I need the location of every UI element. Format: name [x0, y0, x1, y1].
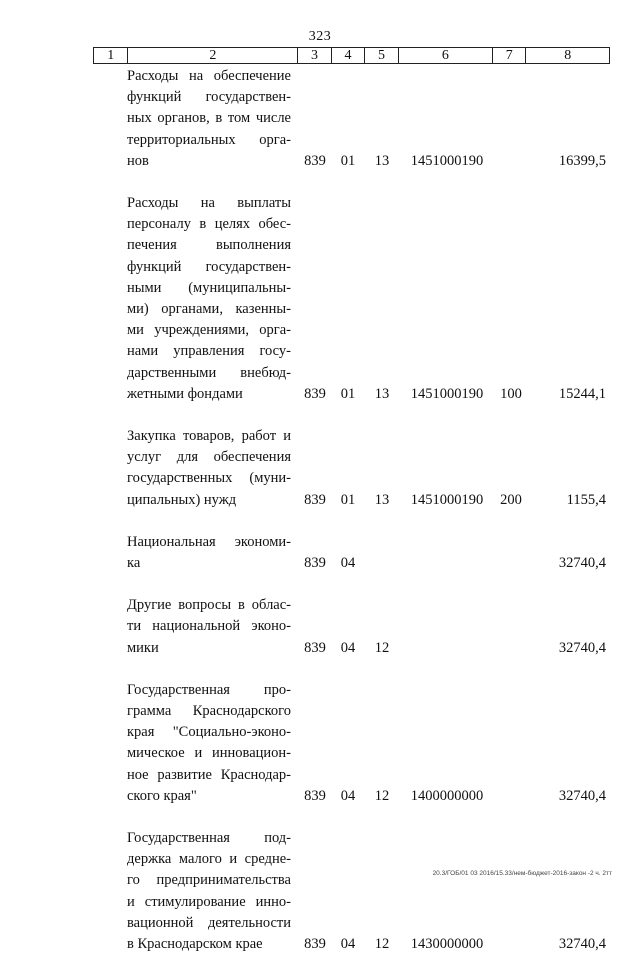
row-name-line: ми учреждениями, орга- [127, 322, 291, 339]
department-code: 839 [304, 491, 326, 508]
column-number-header [93, 47, 610, 64]
subsection-code: 12 [374, 936, 390, 952]
expense-type-code: 100 [500, 385, 522, 402]
subsection-code: 13 [374, 385, 390, 402]
row-name-line: функций государствен- [127, 89, 291, 106]
section-code: 04 [340, 787, 356, 804]
row-name-line: персоналу в целях обес- [127, 216, 291, 233]
column-header-2: 2 [128, 48, 298, 64]
target-article-code: 1400000000 [410, 787, 484, 804]
target-article-code: 1451000190 [410, 491, 484, 508]
section-code: 01 [340, 152, 356, 169]
amount: 32740,4 [558, 639, 606, 656]
department-code: 839 [304, 152, 326, 169]
row-name-line: держка малого и средне- [127, 851, 291, 868]
column-header-1: 1 [94, 48, 128, 64]
row-name-line: дарственными внебюд- [127, 364, 291, 381]
row-name-line: нами управления госу- [127, 343, 291, 360]
row-name-line: Расходы на выплаты [127, 195, 291, 211]
row-name-line: го предпринимательства [127, 872, 291, 889]
subsection-code: 12 [374, 639, 390, 656]
column-header-7: 7 [492, 48, 525, 64]
row-name-line: государственных (муни- [127, 470, 291, 487]
row-name-line: ных органов, в том числе [127, 110, 291, 127]
row-name-line: вационной деятельности [127, 914, 291, 931]
footer-reference: 20.3/ГОБ/01 03 2016/15.33/нем-бюджет-2016-закон -2 ч. 2тт [432, 870, 612, 877]
row-name-line: ского края" [127, 787, 197, 804]
column-header-8: 8 [526, 48, 610, 64]
section-code: 04 [340, 936, 356, 952]
row-name-line: ными (муниципальны- [127, 279, 291, 296]
row-name-line: мическое и инновацион- [127, 745, 291, 762]
row-name-line: в Краснодарском крае [127, 936, 263, 953]
amount: 1155,4 [566, 491, 606, 508]
row-name-line: Национальная экономи- [127, 533, 291, 550]
section-code: 04 [340, 639, 356, 656]
column-header-3: 3 [298, 48, 331, 64]
row-name-line: ми) органами, казенны- [127, 301, 291, 318]
subsection-code: 13 [374, 152, 390, 169]
row-name [127, 193, 291, 405]
row-name-line: Другие вопросы в облас- [127, 597, 291, 614]
target-article-code: 1430000000 [410, 936, 484, 952]
row-name-line: Закупка товаров, работ и [127, 428, 291, 444]
row-name-line: ципальных) нужд [127, 491, 237, 508]
row-name-line: ное развитие Краснодар- [127, 766, 291, 783]
department-code: 839 [304, 787, 326, 804]
row-name-line: ти национальной эконо- [127, 618, 291, 635]
row-name [127, 66, 291, 172]
column-header-5: 5 [365, 48, 398, 64]
section-code: 04 [340, 554, 356, 571]
amount: 32740,4 [558, 787, 606, 804]
subsection-code: 13 [374, 491, 390, 508]
row-name-line: услуг для обеспечения [127, 449, 291, 466]
department-code: 839 [304, 639, 326, 656]
department-code: 839 [304, 554, 326, 571]
expense-type-code: 200 [500, 491, 522, 508]
amount: 32740,4 [558, 936, 606, 952]
target-article-code: 1451000190 [410, 385, 484, 402]
column-header-6: 6 [398, 48, 492, 64]
amount: 16399,5 [558, 152, 606, 169]
row-name [127, 532, 291, 574]
row-name [127, 680, 291, 807]
department-code: 839 [304, 936, 326, 952]
amount: 32740,4 [558, 554, 606, 571]
row-name [127, 828, 291, 955]
row-name-line: жетными фондами [127, 385, 243, 402]
subsection-code: 12 [374, 787, 390, 804]
row-name [127, 595, 291, 659]
row-name [127, 426, 291, 511]
page-number: 323 [308, 29, 332, 44]
row-name-line: Государственная под- [127, 830, 291, 846]
amount: 15244,1 [558, 385, 606, 402]
department-code: 839 [304, 385, 326, 402]
row-name-line: ка [127, 555, 141, 571]
target-article-code: 1451000190 [410, 152, 484, 169]
row-name-line: Расходы на обеспечение [127, 68, 291, 84]
row-name-line: и стимулирование инно- [127, 893, 291, 910]
row-name-line: печения выполнения [127, 237, 291, 254]
section-code: 01 [340, 491, 356, 508]
row-name-line: грамма Краснодарского [127, 703, 291, 719]
row-name-line: края "Социально-эконо- [127, 724, 291, 741]
row-name-line: Государственная про- [127, 681, 291, 698]
row-name-line: функций государствен- [127, 258, 291, 275]
row-name-line: территориальных орга- [127, 131, 291, 148]
section-code: 01 [340, 385, 356, 402]
row-name-line: мики [127, 639, 159, 656]
column-header-4: 4 [331, 48, 364, 64]
row-name-line: нов [127, 152, 149, 169]
